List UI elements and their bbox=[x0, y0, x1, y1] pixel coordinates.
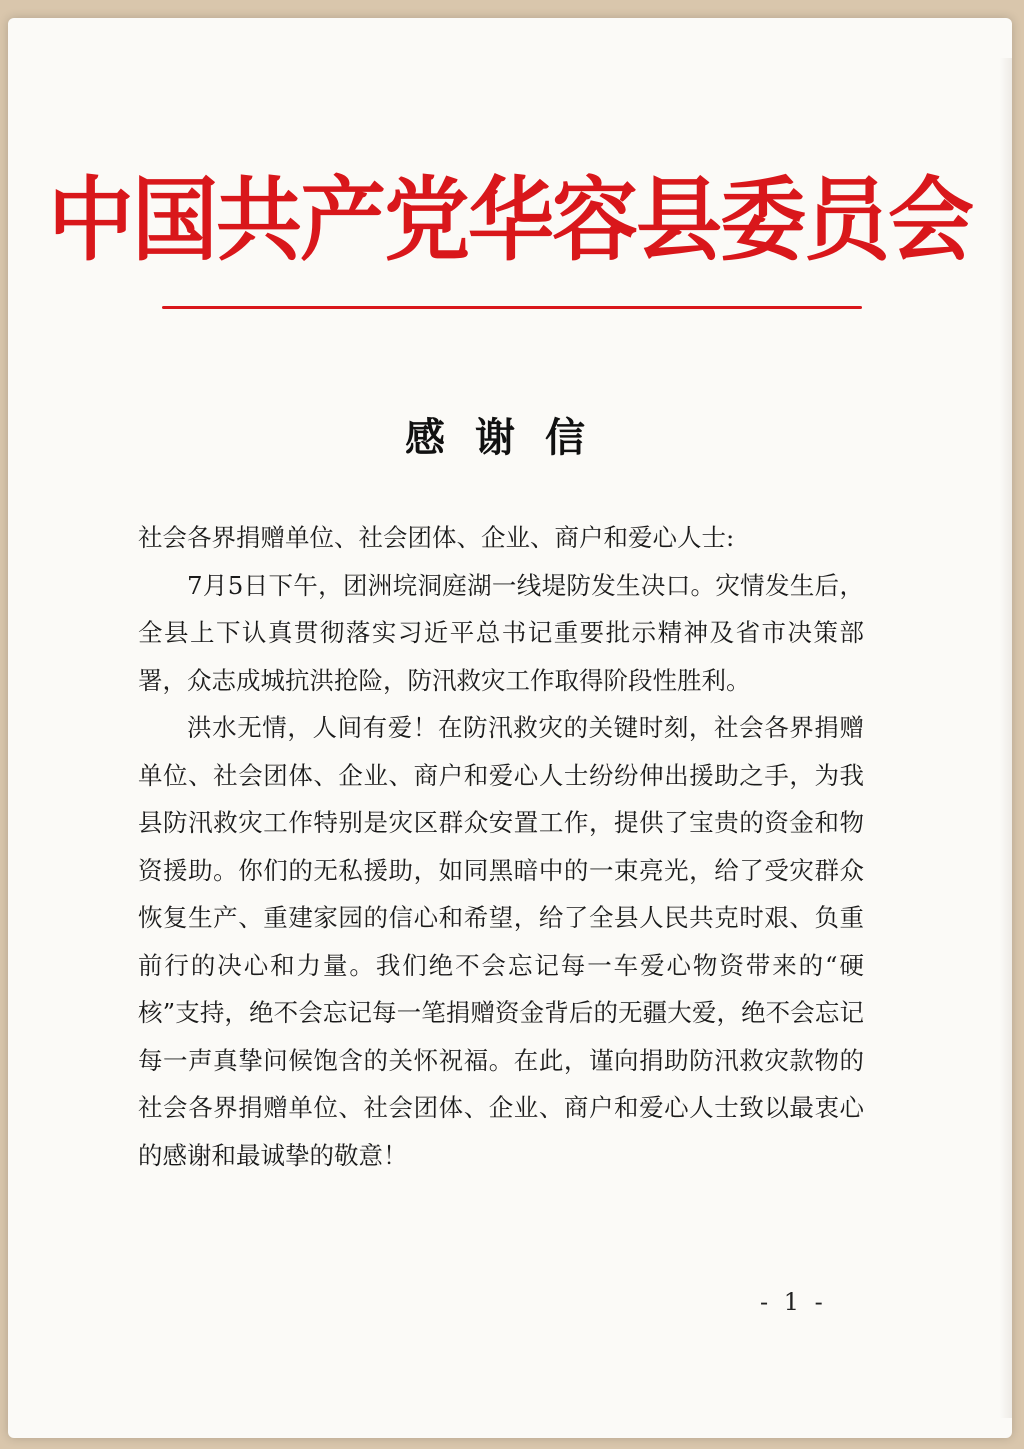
salutation: 社会各界捐赠单位、社会团体、企业、商户和爱心人士: bbox=[138, 523, 735, 552]
letter-title: 感谢信 bbox=[405, 414, 615, 461]
organization-header: 中国共产党华容县委员会 bbox=[48, 168, 972, 274]
paragraph-2: 洪水无情，人间有爱！在防汛救灾的关键时刻，社会各界捐赠单位、社会团体、企业、商户和爱心人士纷纷伸出援助之手，为我县防汛救灾工作特别是灾区群众安置工作，提供了宝贵的资金和物资援助。你们的无私援助，如同黑暗中的一束亮光，给了受灾群众恢复生产、重建家园的信心和希望，给了全县人民共克时艰、负重前行的决心和力量。我们绝不会忘记每一车爱心物资带来的“硬核”支持，绝不会忘记每一笔捐赠资金背后的无疆大爱，绝不会忘记每一声真挚问候饱含的关怀祝福。在此，谨向捐助防汛救灾款物的社会各界捐赠单位、社会团体、企业、商户和爱心人士致以最衷心的感谢和最诚挚的敬意！ bbox=[138, 713, 864, 1170]
document-page bbox=[8, 18, 1012, 1438]
letter-body bbox=[138, 514, 864, 1179]
header-red-rule bbox=[162, 306, 862, 309]
paragraph-1: 7月5日下午，团洲垸洞庭湖一线堤防发生决口。灾情发生后，全县上下认真贯彻落实习近平总书记重要批示精神及省市决策部署，众志成城抗洪抢险，防汛救灾工作取得阶段性胜利。 bbox=[138, 570, 864, 695]
page-number: - 1 - bbox=[760, 1288, 827, 1316]
